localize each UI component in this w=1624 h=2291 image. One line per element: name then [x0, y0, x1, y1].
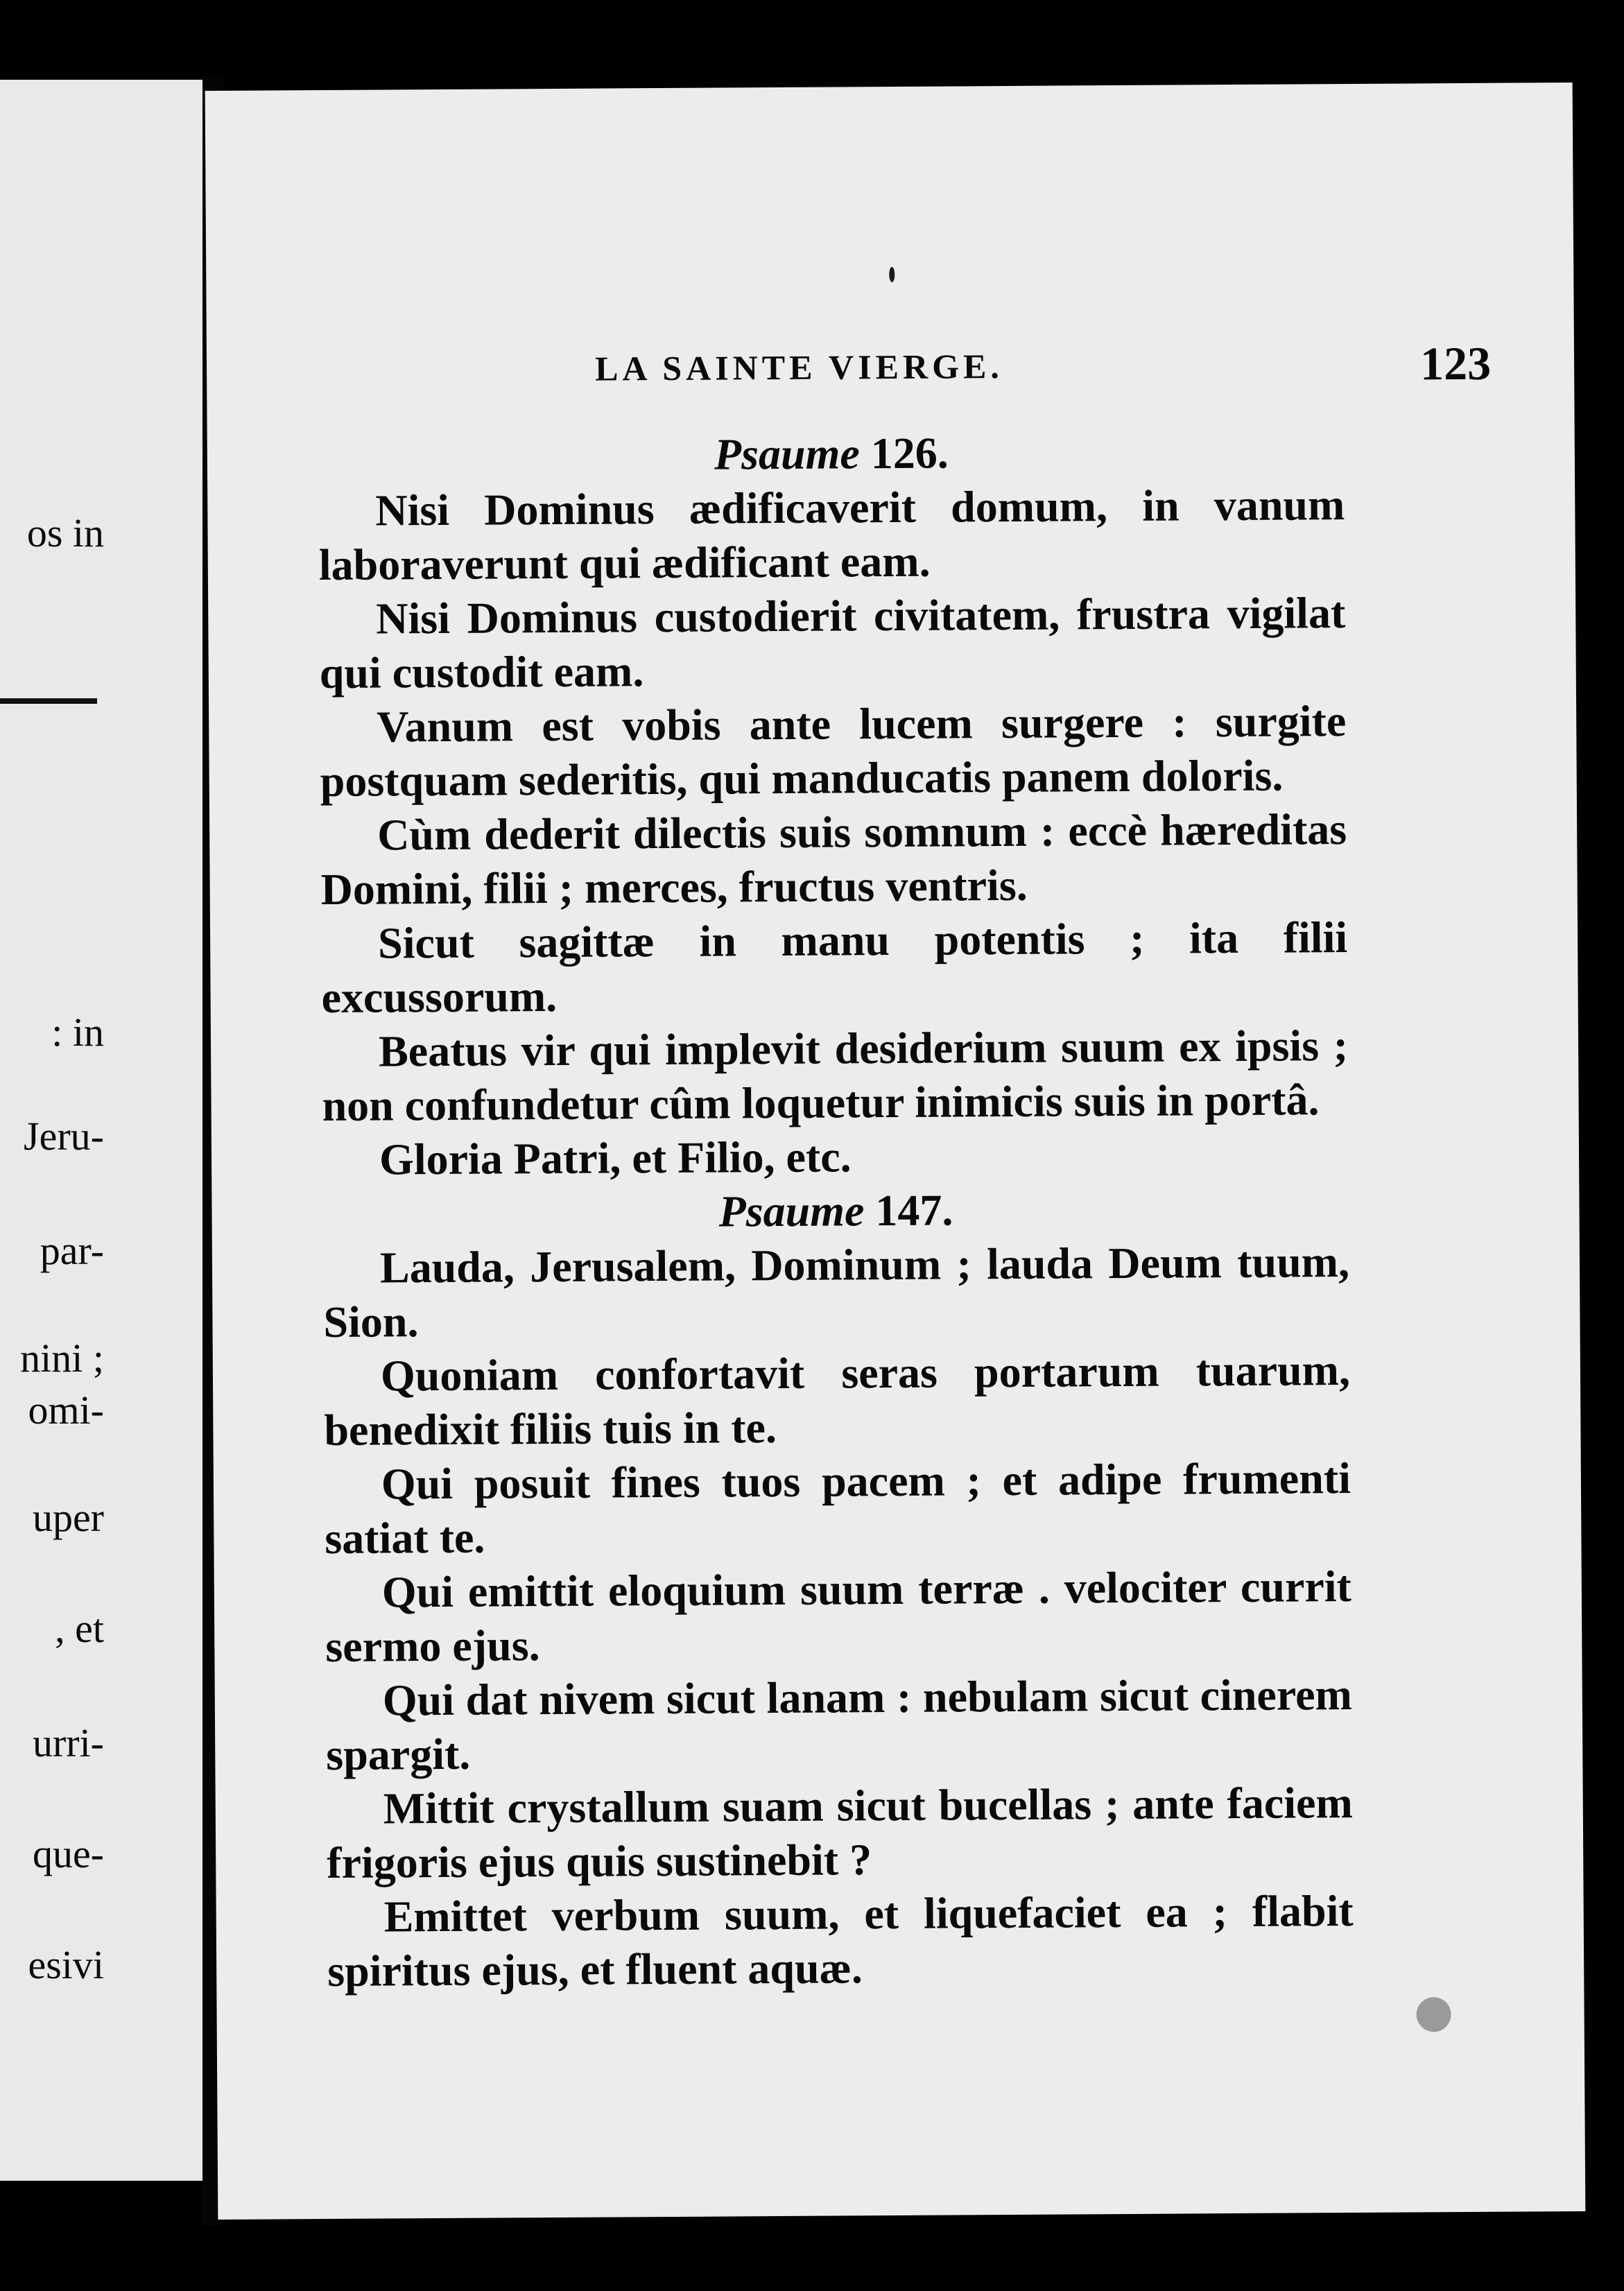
doxology: Gloria Patri, et Filio, etc. [379, 1132, 852, 1184]
facing-page-rule [0, 698, 97, 704]
psalm-verse: Qui emittit eloquium suum terræ . velociter currit sermo ejus. [325, 1561, 1352, 1672]
facing-page-fragment: , et [55, 1606, 104, 1651]
psalm-label: Psaume [714, 429, 860, 479]
page-body [318, 424, 1354, 1998]
psalm-verse: Mittit crystallum suam sicut bucellas ; ante faciem frigoris ejus quis sustinebit ? [327, 1777, 1353, 1888]
psalm-verse: Sicut sagittæ in manu potentis ; ita filii excussorum. [321, 913, 1348, 1023]
psalm-label: Psaume [718, 1186, 865, 1236]
facing-page-fragment: : in [51, 1010, 104, 1055]
facing-page-fragment: os in [26, 510, 104, 555]
ink-speck [889, 267, 895, 282]
page-stain [1416, 1997, 1451, 2032]
psalm-verse: Lauda, Jerusalem, Dominum ; lauda Deum tuum, Sion. [323, 1237, 1350, 1347]
facing-page-fragment: esivi [28, 1942, 104, 1987]
facing-page-fragment: que- [32, 1831, 104, 1876]
psalm-verse: Nisi Dominus ædificaverit domum, in vanum laboraverunt qui ædificant eam. [318, 480, 1345, 590]
psalm-heading [318, 424, 1345, 484]
facing-page-fragment: par- [40, 1228, 104, 1273]
running-head: LA SAINTE VIERGE. [594, 347, 1004, 388]
facing-page-fragment: omi- [28, 1387, 104, 1433]
book-page [205, 83, 1586, 2220]
facing-page-fragment: uper [32, 1495, 104, 1540]
facing-page-fragment: nini ; [20, 1335, 104, 1381]
psalm-number: 147. [875, 1185, 953, 1236]
facing-page-fragment: urri- [32, 1720, 104, 1765]
psalm-verse: Qui posuit fines tuos pacem ; et adipe frumenti satiat te. [325, 1453, 1351, 1564]
facing-page-fragment: Jeru- [24, 1114, 104, 1159]
psalm-verse: Nisi Dominus custodierit civitatem, frustra vigilat qui custodit eam. [319, 588, 1346, 698]
psalm-verse: Quoniam confortavit seras portarum tuarum, benedixit filiis tuis in te. [324, 1345, 1351, 1455]
psalm-verse: Qui dat nivem sicut lanam : nebulam sicut cinerem spargit. [326, 1669, 1353, 1780]
page-header [207, 336, 1575, 427]
psalm-verse: Vanum est vobis ante lucem surgere : surgite postquam sederitis, qui manducatis panem doloris. [320, 696, 1347, 806]
psalm-heading [322, 1181, 1349, 1241]
psalm-number: 126. [870, 428, 949, 478]
facing-page [0, 80, 202, 2181]
psalm-verse: Emittet verbum suum, et liquefaciet ea ; flabit spiritus ejus, et fluent aquæ. [327, 1885, 1354, 1996]
page-number: 123 [1419, 336, 1492, 390]
psalm-verse: Cùm dederit dilectis suis somnum : eccè hæreditas Domini, filii ; merces, fructus ventris. [320, 804, 1347, 915]
psalm-verse: Beatus vir qui implevit desiderium suum ex ipsis ; non confundetur cûm loquetur inimicis suis in portâ. [322, 1021, 1349, 1131]
